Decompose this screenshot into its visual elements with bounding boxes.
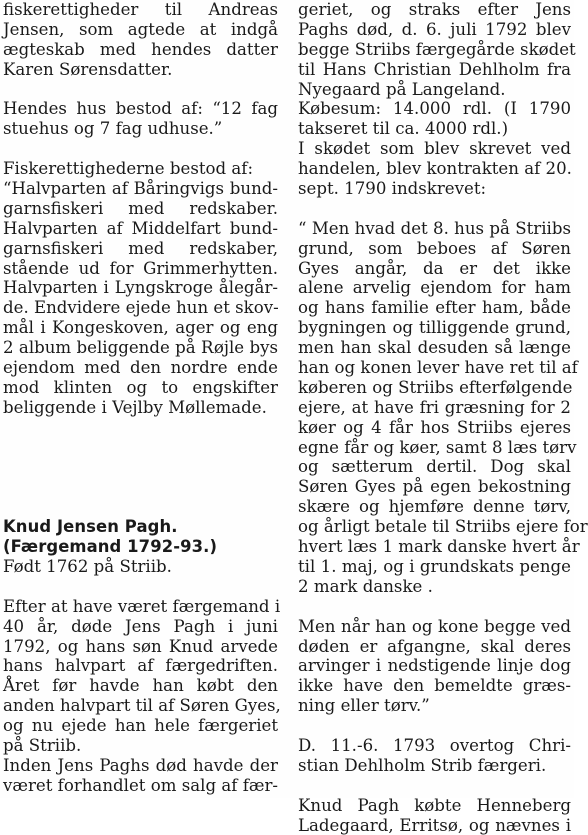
text-line: alene arvelig ejendom for ham [298, 278, 571, 298]
text-line: Efter at have været færgemand i [3, 596, 281, 616]
text-line: Søren Gyes på egen bekostning [298, 477, 571, 497]
text-line: ikke have den bemeldte græs- [298, 676, 571, 696]
text-line: grund, som beboes af Søren [298, 238, 571, 258]
right-column [298, 0, 588, 835]
text-line: egne får og køer, samt 8 læs tørv [298, 437, 577, 457]
text-line: Hendes hus bestod af: “12 fag [3, 99, 278, 119]
text-line: handelen, blev kontrakten af 20. [298, 159, 572, 179]
text-line: Knud Pagh købte Henneberg [298, 795, 571, 815]
text-line: Halvparten i Lyngskroge ålegår- [3, 278, 278, 298]
text-line: stuehus og 7 fag udhuse.” [3, 119, 223, 139]
text-line: 40 år, døde Jens Pagh i juni [3, 616, 278, 636]
text-line: Jensen, som agtede at indgå [3, 19, 278, 39]
text-line: til 1. maj, og i grundskats penge [298, 556, 571, 576]
text-line: og hans familie efter ham, både [298, 298, 571, 318]
paragraph-takeover [298, 736, 571, 776]
text-line: garnsfiskeri med redskaber. [3, 198, 278, 218]
text-line: mod klinten og to engskifter [3, 377, 278, 397]
text-line: geriet, og straks efter Jens [298, 0, 571, 19]
text-line: Ladegaard, Erritsø, og nævnes i [298, 815, 571, 835]
text-line: fiskerettigheder til Andreas [3, 0, 278, 19]
text-line: 1792, og hans søn Knud arvede [3, 636, 278, 656]
text-line: ejendom med den nordre ende [3, 358, 278, 378]
left-column [3, 0, 281, 796]
text-line: været forhandlet om salg af fær- [3, 775, 278, 795]
text-line: ejere, at have fri græsning for 2 [298, 397, 571, 417]
text-line: de. Endvidere ejede hun et skov- [3, 298, 279, 318]
text-line: Gyes angår, da er det ikke [298, 258, 571, 278]
text-line: døden er afgangne, skal deres [298, 636, 571, 656]
text-line: Fiskerettighederne bestod af: [3, 159, 254, 179]
text-line: sept. 1790 indskrevet: [298, 179, 487, 199]
text-line: “ Men hvad det 8. hus på Striibs [298, 218, 571, 238]
section-subtitle: (Færgemand 1792-93.) [3, 537, 218, 557]
text-line: hans halvpart af færgedriften. [3, 656, 278, 676]
text-line: køer og 4 får hos Striibs ejeres [298, 417, 571, 437]
text-line: men han skal desuden så længe [298, 338, 571, 358]
quote-inheritance [298, 617, 571, 716]
paragraph-fishing-details [3, 159, 278, 418]
text-line: Men når han og kone begge ved [298, 616, 571, 636]
text-line: Året før havde han købt den [3, 676, 278, 696]
text-line: “Halvparten af Båringvigs bund- [3, 179, 278, 199]
text-line: og årligt betale til Striibs ejere for [298, 517, 588, 537]
text-line: Paghs død, d. 6. juli 1792 blev [298, 19, 571, 39]
text-line: og sætterum dertil. Dog skal [298, 457, 571, 477]
paragraph-ferryman [3, 596, 281, 796]
text-line: 2 album beliggende på Røjle bys [3, 338, 278, 358]
text-line: mål i Kongeskoven, ager og eng [3, 318, 278, 338]
text-line: han og konen lever have ret til af [298, 358, 578, 378]
text-line: garnsfiskeri med redskaber, [3, 238, 278, 258]
quote-contract [298, 218, 588, 597]
paragraph-henneberg [298, 796, 571, 835]
text-line: Nyegaard på Langeland. [298, 79, 506, 99]
section-title: Knud Jensen Pagh. [3, 517, 178, 537]
text-line: Købesum: 14.000 rdl. (I 1790 [298, 99, 571, 119]
text-line: hvert læs 1 mark danske hvert år [298, 537, 580, 557]
paragraph-sale [298, 0, 576, 199]
text-line: stående ud for Grimmerhytten. [3, 258, 278, 278]
text-line: til Hans Christian Dehlholm fra [298, 59, 571, 79]
text-line: og nu ejede han hele færgeriet [3, 716, 278, 736]
text-line: ning eller tørv.” [298, 696, 430, 716]
text-line: ægteskab med hendes datter [3, 39, 278, 59]
paragraph-fishing-rights [3, 0, 278, 80]
text-line: Karen Sørensdatter. [3, 59, 173, 79]
text-line: I skødet som blev skrevet ved [298, 139, 571, 159]
text-line: arvinger i nedstigende linje dog [298, 656, 571, 676]
section-heading [3, 517, 278, 557]
text-line: skære og hjemføre denne tørv, [298, 497, 571, 517]
text-line: D. 11.-6. 1793 overtog Chri- [298, 735, 571, 755]
text-line: Halvparten af Middelfart bund- [3, 218, 278, 238]
paragraph-house [3, 99, 278, 139]
text-line: Inden Jens Paghs død havde der [3, 755, 278, 775]
birth-line: Født 1762 på Striib. [3, 556, 172, 576]
text-line: køberen og Striibs efterfølgende [298, 377, 573, 397]
text-line: stian Dehlholm Strib færgeri. [298, 755, 547, 775]
text-line: beliggende i Vejlby Møllemade. [3, 397, 267, 417]
text-line: anden halvpart til af Søren Gyes, [3, 696, 281, 716]
text-line: bygningen og tilliggende grund, [298, 318, 571, 338]
text-line: takseret til ca. 4000 rdl.) [298, 119, 509, 139]
text-line: 2 mark danske . [298, 576, 433, 596]
text-line: på Striib. [3, 735, 82, 755]
text-line: begge Striibs færgegårde skødet [298, 39, 576, 59]
